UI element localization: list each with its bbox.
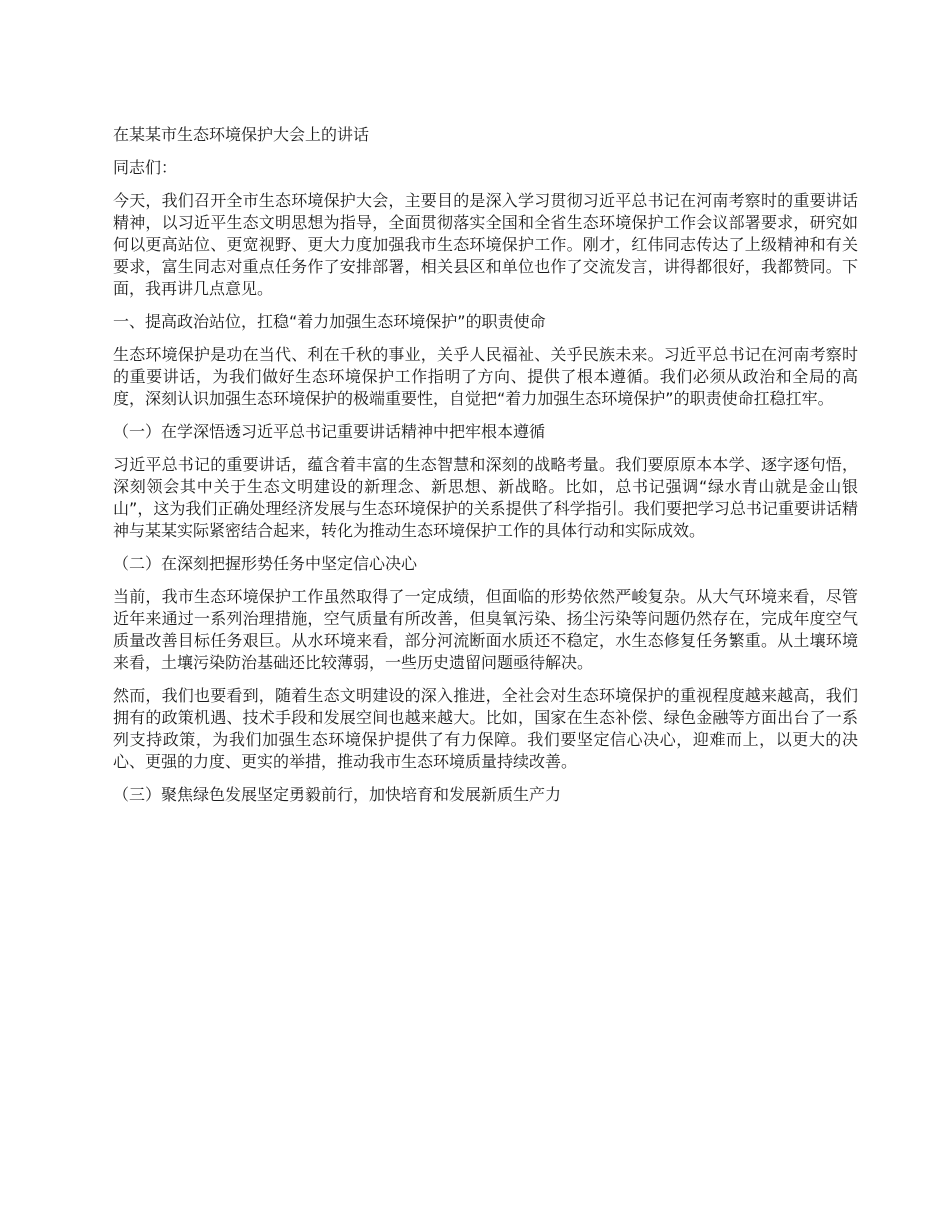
- paragraph-subsection-2a: 当前，我市生态环境保护工作虽然取得了一定成绩，但面临的形势依然严峻复杂。从大气环境来看，尽管近年来通过一系列治理措施，空气质量有所改善，但臭氧污染、扬尘污染等问题仍然存在，完成年度空气质量改善目标任务艰巨。从水环境来看，部分河流断面水质还不稳定，水生态修复任务繁重。从土壤环境来看，土壤污染防治基础还比较薄弱，一些历史遗留问题亟待解决。: [113, 587, 858, 672]
- paragraph-section-1: 生态环境保护是功在当代、利在千秋的事业，关乎人民福祉、关乎民族未来。习近平总书记在河南考察时的重要讲话，为我们做好生态环境保护工作指明了方向、提供了根本遵循。我们必须从政治和全局的高度，深刻认识加强生态环境保护的极端重要性，自觉把“着力加强生态环境保护”的职责使命扛稳扛牢。: [113, 345, 858, 408]
- section-heading-1: 一、提高政治站位，扛稳“着力加强生态环境保护”的职责使命: [113, 312, 546, 331]
- document-page: [113, 124, 858, 817]
- subsection-heading-3: （三）聚焦绿色发展坚定勇毅前行，加快培育和发展新质生产力: [113, 785, 562, 804]
- subsection-heading-1: （一）在学深悟透习近平总书记重要讲话精神中把牢根本遵循: [113, 422, 546, 441]
- document-title: 在某某市生态环境保护大会上的讲话: [113, 125, 370, 144]
- paragraph-intro: 今天，我们召开全市生态环境保护大会，主要目的是深入学习贯彻习近平总书记在河南考察时的重要讲话精神，以习近平生态文明思想为指导，全面贯彻落实全国和全省生态环境保护工作会议部署要求，研究如何以更高站位、更宽视野、更大力度加强我市生态环境保护工作。刚才，红伟同志传达了上级精神和有关要求，富生同志对重点任务作了安排部署，相关县区和单位也作了交流发言，讲得都很好，我都赞同。下面，我再讲几点意见。: [113, 191, 858, 298]
- subsection-heading-2: （二）在深刻把握形势任务中坚定信心决心: [113, 554, 418, 573]
- salutation: 同志们：: [113, 158, 178, 177]
- paragraph-subsection-2b: 然而，我们也要看到，随着生态文明建设的深入推进，全社会对生态环境保护的重视程度越来越高，我们拥有的政策机遇、技术手段和发展空间也越来越大。比如，国家在生态补偿、绿色金融等方面出台了一系列支持政策，为我们加强生态环境保护提供了有力保障。我们要坚定信心决心，迎难而上，以更大的决心、更强的力度、更实的举措，推动我市生态环境质量持续改善。: [113, 686, 858, 771]
- paragraph-subsection-1: 习近平总书记的重要讲话，蕴含着丰富的生态智慧和深刻的战略考量。我们要原原本本学、逐字逐句悟，深刻领会其中关于生态文明建设的新理念、新思想、新战略。比如，总书记强调“绿水青山就是金山银山”，这为我们正确处理经济发展与生态环境保护的关系提供了科学指引。我们要把学习总书记重要讲话精神与某某实际紧密结合起来，转化为推动生态环境保护工作的具体行动和实际成效。: [113, 455, 858, 540]
